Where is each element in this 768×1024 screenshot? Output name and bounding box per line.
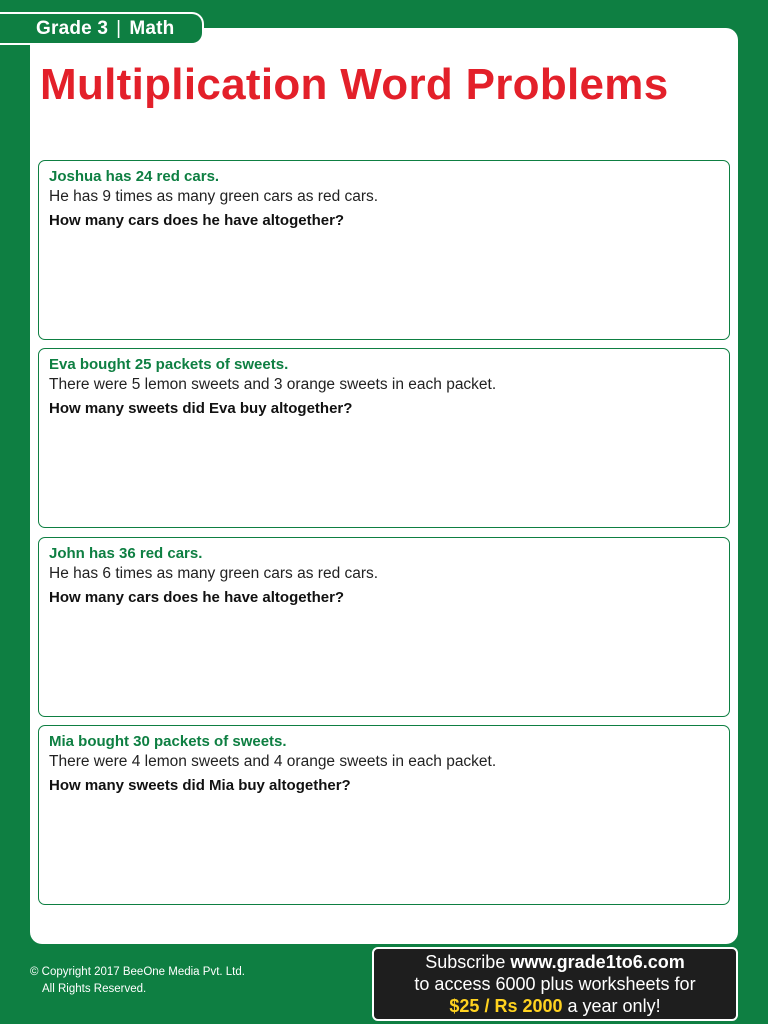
copyright-notice xyxy=(30,964,245,998)
subscribe-word: Subscribe xyxy=(425,952,506,972)
subscribe-banner[interactable] xyxy=(372,947,738,1021)
subscribe-line-2: to access 6000 plus worksheets for xyxy=(414,974,696,994)
problem-intro: John has 36 red cars. xyxy=(49,545,203,562)
page-title: Multiplication Word Problems xyxy=(40,60,669,109)
subscribe-line-3 xyxy=(374,995,736,1017)
problem-detail: There were 4 lemon sweets and 4 orange sweets in each packet. xyxy=(49,753,497,770)
copyright-text: © Copyright 2017 BeeOne Media Pvt. Ltd. xyxy=(30,966,245,978)
website-link[interactable]: www.grade1to6.com xyxy=(510,952,685,972)
tab-separator: | xyxy=(116,17,122,39)
problem-box-3[interactable] xyxy=(38,537,730,717)
price-suffix: a year only! xyxy=(567,996,661,1016)
problem-box-2[interactable] xyxy=(38,348,730,528)
problem-detail: There were 5 lemon sweets and 3 orange sweets in each packet. xyxy=(49,376,497,393)
problem-intro: Eva bought 25 packets of sweets. xyxy=(49,356,289,373)
problem-detail: He has 6 times as many green cars as red cars. xyxy=(49,565,379,582)
problem-question: How many sweets did Eva buy altogether? xyxy=(49,400,353,417)
problem-question: How many sweets did Mia buy altogether? xyxy=(49,777,351,794)
problem-intro: Mia bought 30 packets of sweets. xyxy=(49,733,287,750)
problem-box-1[interactable] xyxy=(38,160,730,340)
problem-question: How many cars does he have altogether? xyxy=(49,589,345,606)
grade-subject-tab xyxy=(0,12,204,45)
problem-detail: He has 9 times as many green cars as red cars. xyxy=(49,188,379,205)
problem-question: How many cars does he have altogether? xyxy=(49,212,345,229)
grade-label: Grade 3 xyxy=(36,17,109,39)
subscribe-line-1 xyxy=(374,951,736,973)
rights-text: All Rights Reserved. xyxy=(42,983,147,995)
problem-intro: Joshua has 24 red cars. xyxy=(49,168,220,185)
price-text: $25 / Rs 2000 xyxy=(449,996,563,1016)
subject-label: Math xyxy=(129,17,175,39)
problem-box-4[interactable] xyxy=(38,725,730,905)
